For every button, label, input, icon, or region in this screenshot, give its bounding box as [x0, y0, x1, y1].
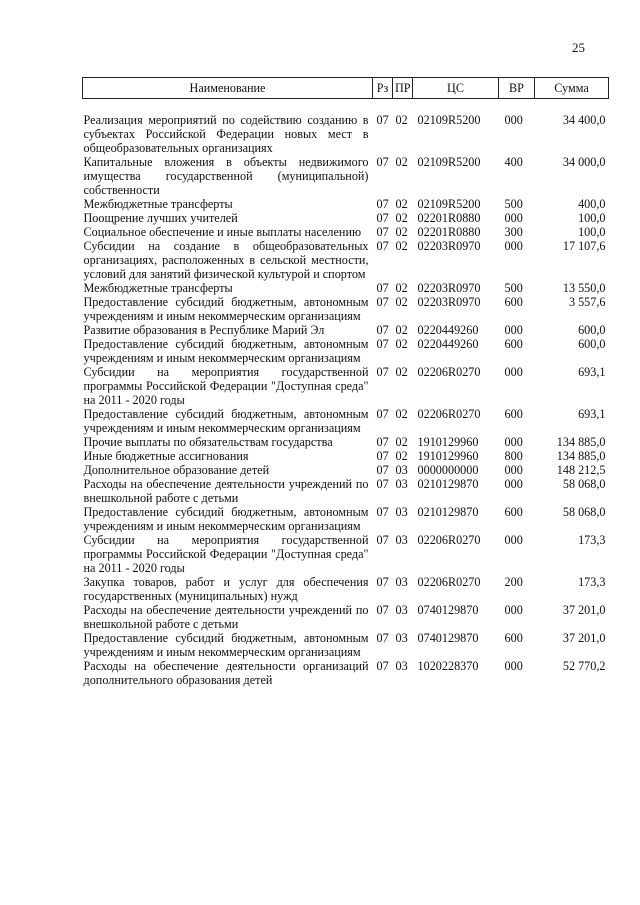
- cell-pr: 02: [395, 155, 408, 169]
- cell-cs: 0740129870: [417, 631, 479, 645]
- cell-cs: 0000000000: [417, 463, 479, 477]
- cell-sum: 400,0: [578, 197, 606, 211]
- cell-rz: 07: [376, 295, 389, 309]
- cell-pr: 02: [395, 435, 408, 449]
- cell-rz: 07: [376, 197, 389, 211]
- cell-name: Предоставление субсидий бюджетным, автономным учреждениям и иным некоммерческим организациям: [83, 505, 369, 533]
- cell-pr: 03: [395, 533, 408, 547]
- cell-name: Развитие образования в Республике Марий Эл: [83, 323, 325, 337]
- cell-sum: 134 885,0: [556, 449, 606, 463]
- cell-pr: 03: [395, 477, 408, 491]
- table-row: [83, 477, 609, 505]
- cell-cs: 1910129960: [417, 435, 479, 449]
- cell-sum: 148 212,5: [556, 463, 606, 477]
- cell-pr: 02: [395, 407, 408, 421]
- cell-rz: 07: [376, 533, 389, 547]
- cell-pr: 03: [395, 603, 408, 617]
- cell-cs: 02206R0270: [417, 575, 481, 589]
- table-row: [83, 281, 609, 295]
- table-row: [83, 631, 609, 659]
- cell-cs: 02201R0880: [417, 225, 481, 239]
- cell-rz: 07: [376, 435, 389, 449]
- table-row: [83, 435, 609, 449]
- cell-cs: 02109R5200: [417, 155, 481, 169]
- cell-sum: 37 201,0: [562, 603, 606, 617]
- cell-cs: 0740129870: [417, 603, 479, 617]
- table-row: [83, 449, 609, 463]
- cell-vr: 600: [504, 337, 523, 351]
- table-row: [83, 211, 609, 225]
- cell-pr: 02: [395, 113, 408, 127]
- column-header-vr: ВР: [499, 78, 535, 99]
- cell-rz: 07: [376, 505, 389, 519]
- cell-cs: 02203R0970: [417, 281, 481, 295]
- cell-pr: 02: [395, 225, 408, 239]
- cell-sum: 600,0: [578, 337, 606, 351]
- table-row: [83, 99, 609, 156]
- cell-vr: 000: [504, 603, 523, 617]
- cell-pr: 03: [395, 505, 408, 519]
- cell-vr: 800: [504, 449, 523, 463]
- cell-rz: 07: [376, 323, 389, 337]
- cell-pr: 02: [395, 281, 408, 295]
- table-row: [83, 295, 609, 323]
- cell-name: Расходы на обеспечение деятельности учреждений по внешкольной работе с детьми: [83, 603, 369, 631]
- cell-vr: 000: [504, 659, 523, 673]
- column-header-name: Наименование: [83, 78, 373, 99]
- cell-cs: 1910129960: [417, 449, 479, 463]
- column-header-cs: ЦС: [413, 78, 499, 99]
- cell-name: Предоставление субсидий бюджетным, автономным учреждениям и иным некоммерческим организациям: [83, 295, 369, 323]
- cell-name: Субсидии на мероприятия государственной программы Российской Федерации "Доступная среда" на 2011 - 2020 годы: [83, 533, 369, 575]
- table-row: [83, 323, 609, 337]
- cell-name: Предоставление субсидий бюджетным, автономным учреждениям и иным некоммерческим организациям: [83, 337, 369, 365]
- cell-sum: 37 201,0: [562, 631, 606, 645]
- cell-vr: 500: [504, 281, 523, 295]
- cell-sum: 600,0: [578, 323, 606, 337]
- cell-sum: 58 068,0: [562, 477, 606, 491]
- cell-pr: 02: [395, 323, 408, 337]
- cell-sum: 34 400,0: [562, 113, 606, 127]
- cell-vr: 000: [504, 113, 523, 127]
- cell-cs: 02206R0270: [417, 365, 481, 379]
- cell-cs: 02203R0970: [417, 295, 481, 309]
- header-row: [83, 78, 609, 99]
- cell-vr: 300: [504, 225, 523, 239]
- cell-rz: 07: [376, 659, 389, 673]
- cell-sum: 693,1: [578, 407, 606, 421]
- cell-vr: 000: [504, 463, 523, 477]
- cell-vr: 000: [504, 365, 523, 379]
- cell-vr: 000: [504, 533, 523, 547]
- cell-vr: 200: [504, 575, 523, 589]
- table-row: [83, 155, 609, 197]
- cell-rz: 07: [376, 281, 389, 295]
- cell-pr: 02: [395, 197, 408, 211]
- cell-name: Реализация мероприятий по содействию созданию в субъектах Российской Федерации новых мест в общеобразовательных организациях: [83, 113, 369, 155]
- cell-cs: 02206R0270: [417, 407, 481, 421]
- cell-name: Поощрение лучших учителей: [83, 211, 238, 225]
- cell-rz: 07: [376, 225, 389, 239]
- cell-vr: 000: [504, 477, 523, 491]
- cell-sum: 52 770,2: [562, 659, 606, 673]
- cell-name: Расходы на обеспечение деятельности организаций дополнительного образования детей: [83, 659, 369, 687]
- table-row: [83, 407, 609, 435]
- column-header-pr: ПР: [393, 78, 413, 99]
- cell-name: Субсидии на мероприятия государственной программы Российской Федерации "Доступная среда" на 2011 - 2020 годы: [83, 365, 369, 407]
- cell-cs: 0210129870: [417, 505, 479, 519]
- cell-sum: 173,3: [578, 533, 606, 547]
- cell-sum: 34 000,0: [562, 155, 606, 169]
- table-row: [83, 603, 609, 631]
- cell-cs: 0220449260: [417, 323, 479, 337]
- budget-table: [82, 77, 609, 687]
- cell-cs: 02201R0880: [417, 211, 481, 225]
- cell-pr: 03: [395, 463, 408, 477]
- cell-pr: 03: [395, 659, 408, 673]
- table-body: [83, 99, 609, 688]
- cell-vr: 600: [504, 295, 523, 309]
- cell-sum: 17 107,6: [562, 239, 606, 253]
- cell-rz: 07: [376, 449, 389, 463]
- cell-name: Закупка товаров, работ и услуг для обеспечения государственных (муниципальных) нужд: [83, 575, 369, 603]
- cell-vr: 000: [504, 323, 523, 337]
- cell-pr: 02: [395, 295, 408, 309]
- cell-cs: 1020228370: [417, 659, 479, 673]
- table-row: [83, 365, 609, 407]
- cell-rz: 07: [376, 211, 389, 225]
- table-row: [83, 575, 609, 603]
- cell-rz: 07: [376, 365, 389, 379]
- cell-sum: 100,0: [578, 225, 606, 239]
- table-row: [83, 239, 609, 281]
- cell-name: Межбюджетные трансферты: [83, 197, 233, 211]
- table-row: [83, 225, 609, 239]
- cell-vr: 000: [504, 211, 523, 225]
- cell-vr: 600: [504, 505, 523, 519]
- cell-rz: 07: [376, 337, 389, 351]
- cell-cs: 02206R0270: [417, 533, 481, 547]
- cell-name: Субсидии на создание в общеобразовательных организациях, расположенных в сельской местности, условий для занятий физической культурой и спортом: [83, 239, 369, 281]
- cell-sum: 3 557,6: [568, 295, 606, 309]
- cell-sum: 693,1: [578, 365, 606, 379]
- cell-name: Межбюджетные трансферты: [83, 281, 233, 295]
- cell-pr: 02: [395, 337, 408, 351]
- cell-pr: 03: [395, 631, 408, 645]
- cell-sum: 13 550,0: [562, 281, 606, 295]
- cell-name: Расходы на обеспечение деятельности учреждений по внешкольной работе с детьми: [83, 477, 369, 505]
- cell-pr: 02: [395, 211, 408, 225]
- table-row: [83, 337, 609, 365]
- table-row: [83, 659, 609, 687]
- cell-rz: 07: [376, 603, 389, 617]
- cell-vr: 000: [504, 239, 523, 253]
- cell-name: Предоставление субсидий бюджетным, автономным учреждениям и иным некоммерческим организациям: [83, 407, 369, 435]
- cell-rz: 07: [376, 239, 389, 253]
- cell-cs: 0210129870: [417, 477, 479, 491]
- cell-cs: 02109R5200: [417, 113, 481, 127]
- column-header-sum: Сумма: [535, 78, 609, 99]
- cell-vr: 400: [504, 155, 523, 169]
- table-row: [83, 505, 609, 533]
- page-number: 25: [572, 40, 585, 55]
- cell-sum: 58 068,0: [562, 505, 606, 519]
- table-row: [83, 533, 609, 575]
- cell-sum: 134 885,0: [556, 435, 606, 449]
- cell-name: Прочие выплаты по обязательствам государства: [83, 435, 333, 449]
- cell-vr: 600: [504, 631, 523, 645]
- cell-rz: 07: [376, 631, 389, 645]
- cell-vr: 600: [504, 407, 523, 421]
- cell-sum: 173,3: [578, 575, 606, 589]
- cell-rz: 07: [376, 477, 389, 491]
- cell-rz: 07: [376, 575, 389, 589]
- cell-rz: 07: [376, 113, 389, 127]
- cell-name: Дополнительное образование детей: [83, 463, 270, 477]
- cell-sum: 100,0: [578, 211, 606, 225]
- cell-name: Иные бюджетные ассигнования: [83, 449, 249, 463]
- cell-pr: 02: [395, 449, 408, 463]
- cell-pr: 03: [395, 575, 408, 589]
- cell-cs: 0220449260: [417, 337, 479, 351]
- cell-pr: 02: [395, 365, 408, 379]
- cell-pr: 02: [395, 239, 408, 253]
- cell-name: Социальное обеспечение и иные выплаты населению: [83, 225, 362, 239]
- table-row: [83, 463, 609, 477]
- cell-rz: 07: [376, 407, 389, 421]
- table-row: [83, 197, 609, 211]
- cell-cs: 02109R5200: [417, 197, 481, 211]
- cell-name: Предоставление субсидий бюджетным, автономным учреждениям и иным некоммерческим организациям: [83, 631, 369, 659]
- cell-cs: 02203R0970: [417, 239, 481, 253]
- cell-rz: 07: [376, 155, 389, 169]
- column-header-rz: Рз: [373, 78, 393, 99]
- cell-vr: 500: [504, 197, 523, 211]
- cell-name: Капитальные вложения в объекты недвижимого имущества государственной (муниципальной) собственности: [83, 155, 369, 197]
- cell-vr: 000: [504, 435, 523, 449]
- cell-rz: 07: [376, 463, 389, 477]
- table-header: [83, 78, 609, 99]
